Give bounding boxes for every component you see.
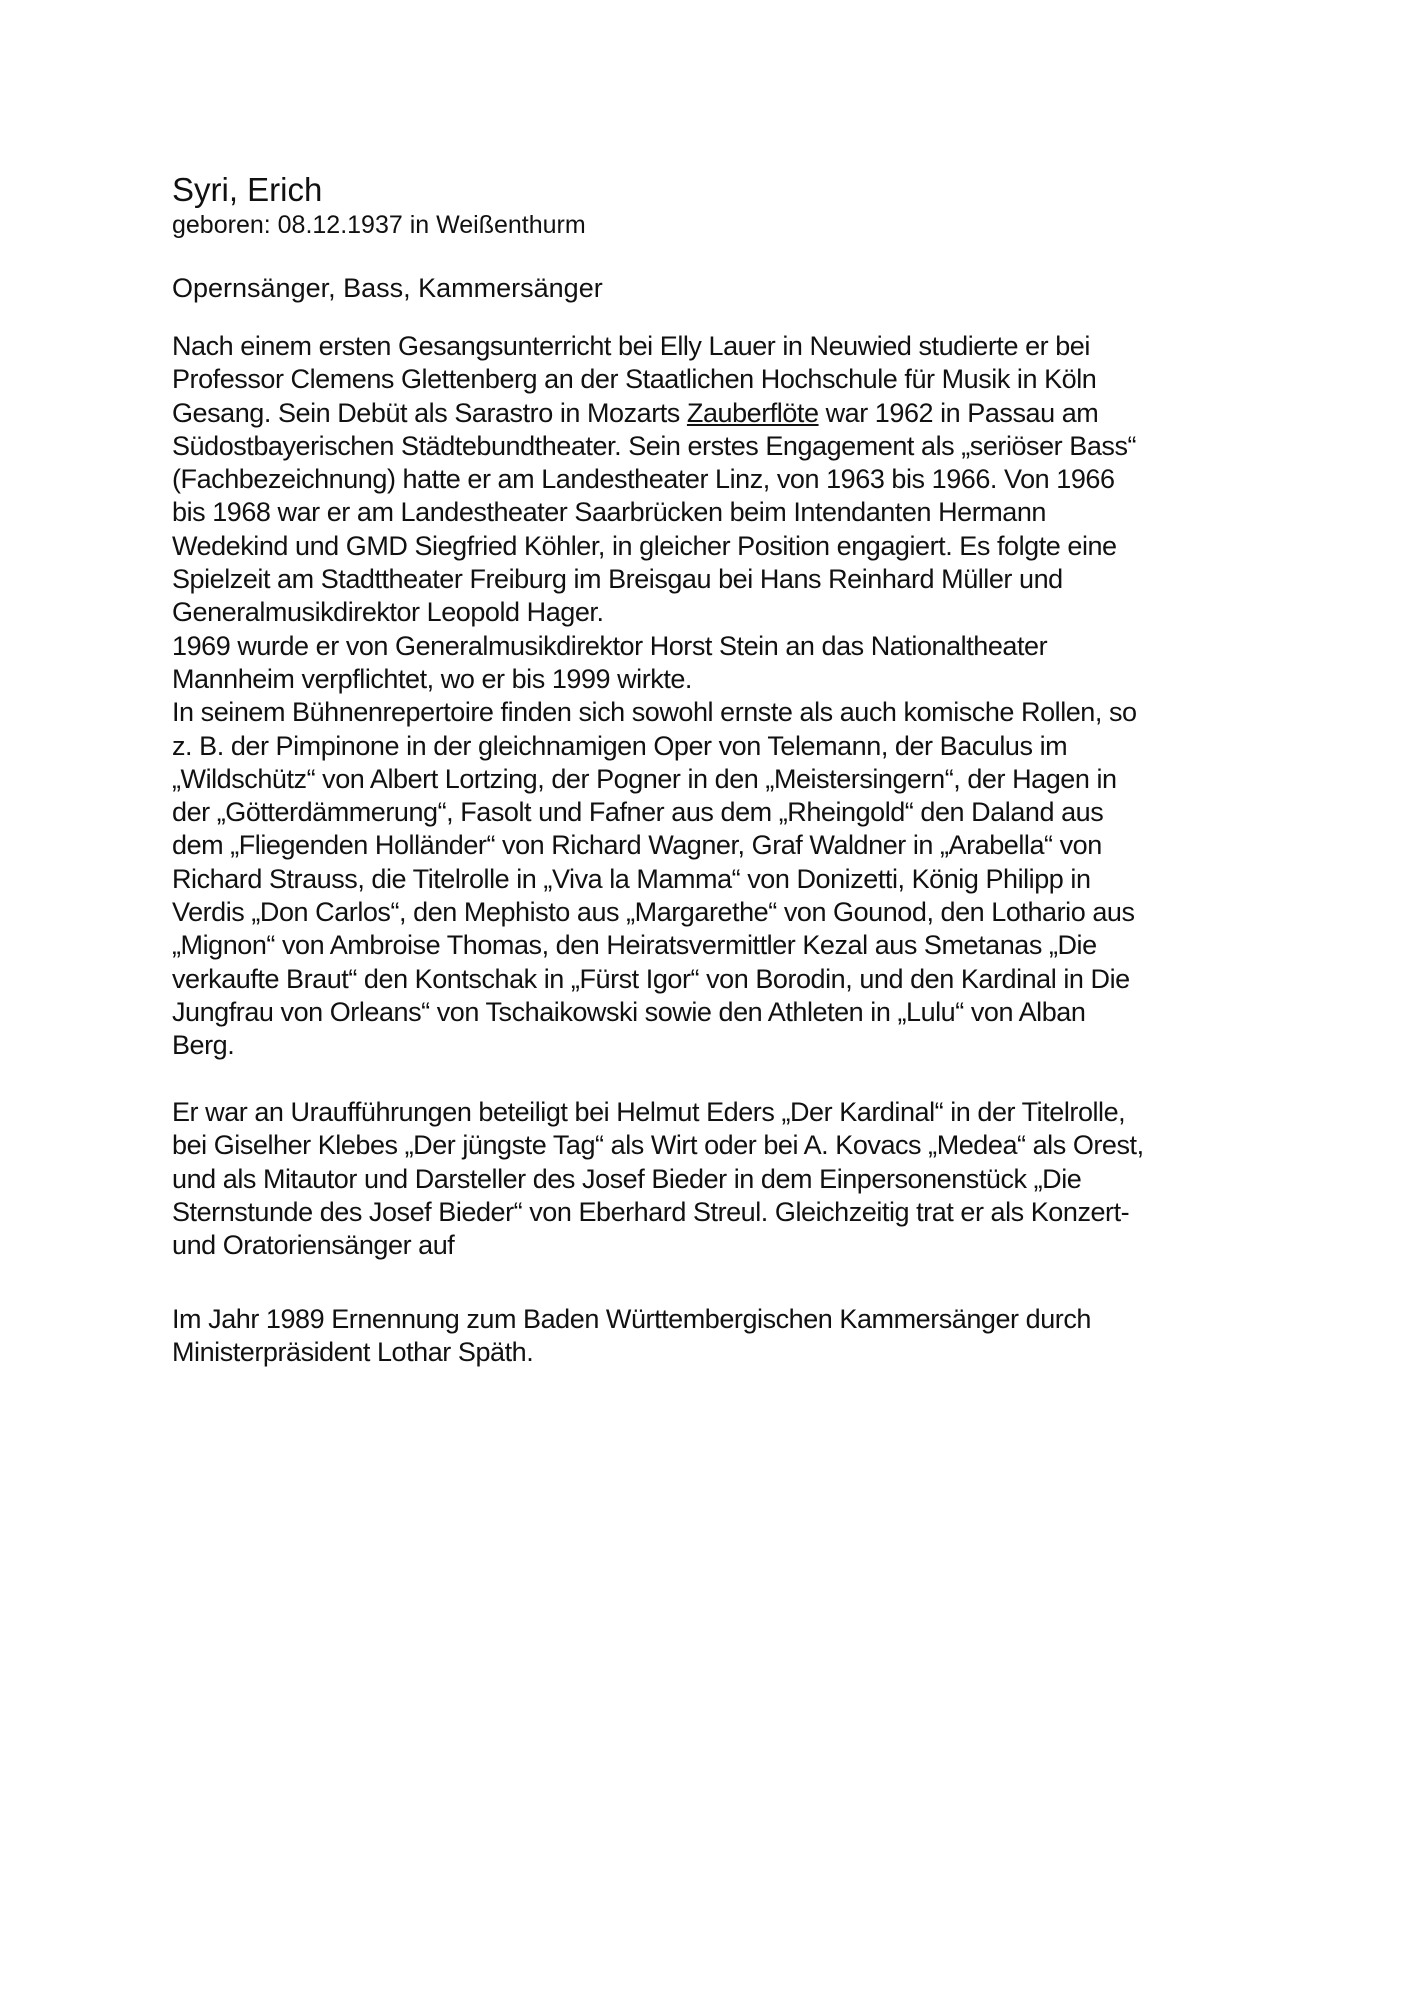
text-line: Mannheim verpflichtet, wo er bis 1999 wirkte. xyxy=(172,663,692,694)
zauberfloete-link[interactable]: Zauberflöte xyxy=(686,397,819,428)
text-line: z. B. der Pimpinone in der gleichnamigen Oper von Telemann, der Baculus im xyxy=(172,730,1068,761)
text-line: Er war an Uraufführungen beteiligt bei Helmut Eders „Der Kardinal“ in der Titelrolle, xyxy=(172,1097,1126,1127)
text-line: Wedekind und GMD Siegfried Köhler, in gleicher Position engagiert. Es folgte eine xyxy=(172,530,1117,561)
text-line: der „Götterdämmerung“, Fasolt und Fafner aus dem „Rheingold“ den Daland aus xyxy=(172,797,1104,828)
person-name-heading: Syri, Erich xyxy=(172,171,323,208)
text-line: und Oratoriensänger auf xyxy=(172,1230,455,1261)
text-line: Richard Strauss, die Titelrolle in „Viva la Mamma“ von Donizetti, König Philipp in xyxy=(172,863,1091,894)
birth-info: geboren: 08.12.1937 in Weißenthurm xyxy=(172,211,586,239)
text-line: 1969 wurde er von Generalmusikdirektor Horst Stein an das Nationaltheater xyxy=(172,630,1048,661)
text-line: Verdis „Don Carlos“, den Mephisto aus „Margarethe“ von Gounod, den Lothario aus xyxy=(172,897,1135,928)
text-line: und als Mitautor und Darsteller des Josef Bieder in dem Einpersonenstück „Die xyxy=(172,1163,1082,1194)
text-line: „Wildschütz“ von Albert Lortzing, der Pogner in den „Meistersingern“, der Hagen in xyxy=(172,763,1117,794)
text-line: verkaufte Braut“ den Kontschak in „Fürst Igor“ von Borodin, und den Kardinal in Die xyxy=(172,963,1130,994)
biography-paragraph-2 xyxy=(172,1096,1292,1262)
text-line: bis 1968 war er am Landestheater Saarbrücken beim Intendanten Hermann xyxy=(172,497,1046,528)
text-line xyxy=(172,397,1292,430)
text-line: dem „Fliegenden Holländer“ von Richard Wagner, Graf Waldner in „Arabella“ von xyxy=(172,830,1102,861)
text-line: Professor Clemens Glettenberg an der Staatlichen Hochschule für Musik in Köln xyxy=(172,364,1097,395)
text-line: Jungfrau von Orleans“ von Tschaikowski sowie den Athleten in „Lulu“ von Alban xyxy=(172,996,1086,1027)
text-segment: war 1962 in Passau am xyxy=(818,397,1099,428)
biography-paragraph-1 xyxy=(172,330,1292,1063)
text-line: Sternstunde des Josef Bieder“ von Eberhard Streul. Gleichzeitig trat er als Konzert- xyxy=(172,1196,1130,1227)
text-line: bei Giselher Klebes „Der jüngste Tag“ als Wirt oder bei A. Kovacs „Medea“ als Orest, xyxy=(172,1130,1144,1161)
text-segment: Gesang. Sein Debüt als Sarastro in Mozarts xyxy=(172,397,687,428)
text-line: Generalmusikdirektor Leopold Hager. xyxy=(172,597,604,628)
profession-line: Opernsänger, Bass, Kammersänger xyxy=(172,273,603,303)
text-line: Spielzeit am Stadttheater Freiburg im Breisgau bei Hans Reinhard Müller und xyxy=(172,564,1063,595)
text-line: „Mignon“ von Ambroise Thomas, den Heiratsvermittler Kezal aus Smetanas „Die xyxy=(172,930,1097,961)
text-line: Südostbayerischen Städtebundtheater. Sein erstes Engagement als „seriöser Bass“ xyxy=(172,430,1137,461)
text-line: Ministerpräsident Lothar Späth. xyxy=(172,1337,534,1368)
text-line: Berg. xyxy=(172,1030,235,1061)
biography-paragraph-3 xyxy=(172,1303,1292,1370)
text-line: Nach einem ersten Gesangsunterricht bei Elly Lauer in Neuwied studierte er bei xyxy=(172,331,1090,361)
text-line: Im Jahr 1989 Ernennung zum Baden Württembergischen Kammersänger durch xyxy=(172,1304,1091,1334)
text-line: In seinem Bühnenrepertoire finden sich sowohl ernste als auch komische Rollen, so xyxy=(172,697,1137,728)
text-line: (Fachbezeichnung) hatte er am Landestheater Linz, von 1963 bis 1966. Von 1966 xyxy=(172,464,1115,495)
